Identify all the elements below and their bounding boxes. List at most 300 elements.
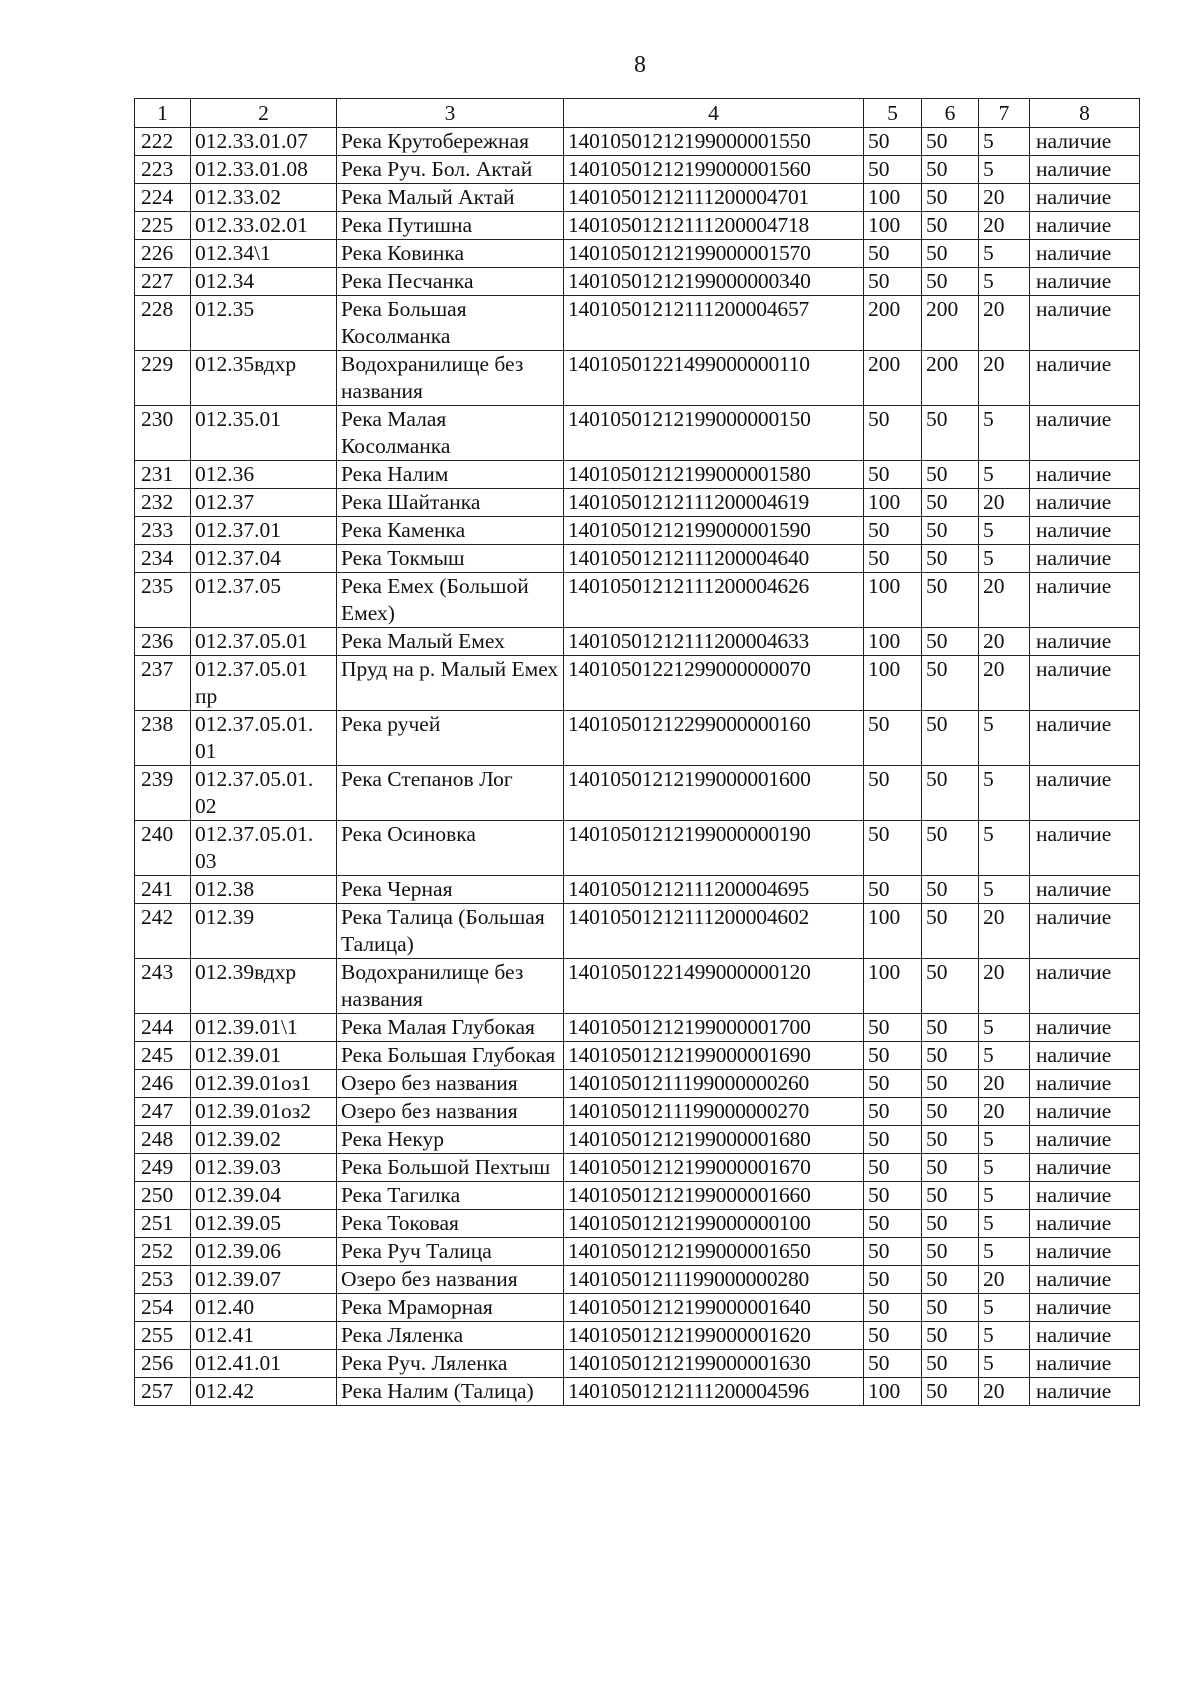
status-cell: наличие xyxy=(1030,461,1140,489)
object-code: 012.37.05 xyxy=(191,573,337,628)
zone-width-2: 50 xyxy=(922,628,979,656)
oktmo-code: 14010501212199000001680 xyxy=(564,1126,864,1154)
oktmo-code: 14010501211199000000270 xyxy=(564,1098,864,1126)
object-name: Река Степанов Лог xyxy=(337,766,564,821)
status-cell: наличие xyxy=(1030,876,1140,904)
zone-width-1: 50 xyxy=(864,1042,922,1070)
row-number: 230 xyxy=(135,406,191,461)
zone-width-3: 5 xyxy=(979,1350,1030,1378)
object-code: 012.39.01\1 xyxy=(191,1014,337,1042)
zone-width-3: 20 xyxy=(979,904,1030,959)
object-code: 012.37.01 xyxy=(191,517,337,545)
table-row xyxy=(135,628,1140,656)
zone-width-2: 50 xyxy=(922,1182,979,1210)
status-cell: наличие xyxy=(1030,1294,1140,1322)
table-row xyxy=(135,1238,1140,1266)
row-number: 223 xyxy=(135,156,191,184)
table-row xyxy=(135,573,1140,628)
row-number: 227 xyxy=(135,268,191,296)
table-row xyxy=(135,489,1140,517)
zone-width-1: 100 xyxy=(864,628,922,656)
table-row xyxy=(135,766,1140,821)
object-code: 012.41.01 xyxy=(191,1350,337,1378)
object-code: 012.39.05 xyxy=(191,1210,337,1238)
zone-width-1: 50 xyxy=(864,1238,922,1266)
zone-width-1: 100 xyxy=(864,489,922,517)
row-number: 229 xyxy=(135,351,191,406)
object-name: Река Руч. Ляленка xyxy=(337,1350,564,1378)
zone-width-1: 50 xyxy=(864,821,922,876)
oktmo-code: 14010501212199000000340 xyxy=(564,268,864,296)
table-row xyxy=(135,1378,1140,1406)
table-row xyxy=(135,240,1140,268)
zone-width-1: 50 xyxy=(864,1210,922,1238)
zone-width-3: 5 xyxy=(979,876,1030,904)
object-code: 012.33.01.07 xyxy=(191,128,337,156)
zone-width-3: 20 xyxy=(979,184,1030,212)
row-number: 241 xyxy=(135,876,191,904)
zone-width-1: 50 xyxy=(864,517,922,545)
status-cell: наличие xyxy=(1030,184,1140,212)
object-name: Река Токмыш xyxy=(337,545,564,573)
table-row xyxy=(135,1042,1140,1070)
oktmo-code: 14010501221299000000070 xyxy=(564,656,864,711)
status-cell: наличие xyxy=(1030,1350,1140,1378)
oktmo-code: 14010501212199000001600 xyxy=(564,766,864,821)
zone-width-3: 5 xyxy=(979,1238,1030,1266)
oktmo-code: 14010501212199000001620 xyxy=(564,1322,864,1350)
zone-width-1: 50 xyxy=(864,1266,922,1294)
zone-width-1: 100 xyxy=(864,656,922,711)
object-code: 012.33.02.01 xyxy=(191,212,337,240)
zone-width-2: 50 xyxy=(922,656,979,711)
zone-width-3: 5 xyxy=(979,1210,1030,1238)
status-cell: наличие xyxy=(1030,1070,1140,1098)
zone-width-3: 20 xyxy=(979,212,1030,240)
oktmo-code: 14010501212199000001640 xyxy=(564,1294,864,1322)
zone-width-2: 200 xyxy=(922,296,979,351)
status-cell: наличие xyxy=(1030,268,1140,296)
table-body xyxy=(135,128,1140,1406)
object-code: 012.33.01.08 xyxy=(191,156,337,184)
zone-width-3: 5 xyxy=(979,406,1030,461)
oktmo-code: 14010501212111200004596 xyxy=(564,1378,864,1406)
column-header: 4 xyxy=(564,99,864,128)
oktmo-code: 14010501212199000001700 xyxy=(564,1014,864,1042)
object-code: 012.34\1 xyxy=(191,240,337,268)
zone-width-2: 50 xyxy=(922,1210,979,1238)
object-name: Река Руч. Бол. Актай xyxy=(337,156,564,184)
zone-width-2: 50 xyxy=(922,1238,979,1266)
row-number: 236 xyxy=(135,628,191,656)
zone-width-3: 5 xyxy=(979,766,1030,821)
row-number: 243 xyxy=(135,959,191,1014)
object-name: Озеро без названия xyxy=(337,1266,564,1294)
status-cell: наличие xyxy=(1030,656,1140,711)
table-row xyxy=(135,545,1140,573)
zone-width-1: 50 xyxy=(864,156,922,184)
row-number: 240 xyxy=(135,821,191,876)
object-code: 012.39 xyxy=(191,904,337,959)
zone-width-2: 50 xyxy=(922,959,979,1014)
object-name: Водохранилище без названия xyxy=(337,351,564,406)
object-name: Река Песчанка xyxy=(337,268,564,296)
zone-width-2: 50 xyxy=(922,406,979,461)
zone-width-2: 50 xyxy=(922,212,979,240)
oktmo-code: 14010501212199000000100 xyxy=(564,1210,864,1238)
table-row xyxy=(135,1126,1140,1154)
oktmo-code: 14010501212111200004657 xyxy=(564,296,864,351)
object-code: 012.39.02 xyxy=(191,1126,337,1154)
object-code: 012.37 xyxy=(191,489,337,517)
zone-width-3: 5 xyxy=(979,156,1030,184)
zone-width-3: 5 xyxy=(979,1126,1030,1154)
zone-width-2: 50 xyxy=(922,1322,979,1350)
zone-width-1: 50 xyxy=(864,128,922,156)
oktmo-code: 14010501212111200004701 xyxy=(564,184,864,212)
status-cell: наличие xyxy=(1030,212,1140,240)
zone-width-2: 50 xyxy=(922,904,979,959)
zone-width-1: 100 xyxy=(864,959,922,1014)
zone-width-1: 50 xyxy=(864,406,922,461)
zone-width-2: 50 xyxy=(922,461,979,489)
row-number: 254 xyxy=(135,1294,191,1322)
table-row xyxy=(135,296,1140,351)
zone-width-1: 50 xyxy=(864,1350,922,1378)
table-row xyxy=(135,1154,1140,1182)
object-name: Река ручей xyxy=(337,711,564,766)
zone-width-2: 50 xyxy=(922,268,979,296)
zone-width-1: 50 xyxy=(864,1070,922,1098)
table-row xyxy=(135,1182,1140,1210)
status-cell: наличие xyxy=(1030,821,1140,876)
object-code: 012.42 xyxy=(191,1378,337,1406)
row-number: 242 xyxy=(135,904,191,959)
column-header: 7 xyxy=(979,99,1030,128)
zone-width-3: 5 xyxy=(979,1014,1030,1042)
row-number: 247 xyxy=(135,1098,191,1126)
zone-width-3: 5 xyxy=(979,821,1030,876)
oktmo-code: 14010501212199000000190 xyxy=(564,821,864,876)
status-cell: наличие xyxy=(1030,1378,1140,1406)
oktmo-code: 14010501212111200004602 xyxy=(564,904,864,959)
table-row xyxy=(135,156,1140,184)
row-number: 234 xyxy=(135,545,191,573)
row-number: 245 xyxy=(135,1042,191,1070)
zone-width-2: 50 xyxy=(922,184,979,212)
object-name: Река Малая Глубокая xyxy=(337,1014,564,1042)
oktmo-code: 14010501212199000001550 xyxy=(564,128,864,156)
zone-width-1: 50 xyxy=(864,876,922,904)
status-cell: наличие xyxy=(1030,1042,1140,1070)
oktmo-code: 14010501212111200004640 xyxy=(564,545,864,573)
status-cell: наличие xyxy=(1030,351,1140,406)
zone-width-3: 5 xyxy=(979,545,1030,573)
table-row xyxy=(135,876,1140,904)
zone-width-3: 5 xyxy=(979,1294,1030,1322)
object-name: Река Большая Косолманка xyxy=(337,296,564,351)
object-code: 012.37.05.01. 02 xyxy=(191,766,337,821)
row-number: 253 xyxy=(135,1266,191,1294)
object-code: 012.37.05.01 xyxy=(191,628,337,656)
status-cell: наличие xyxy=(1030,406,1140,461)
zone-width-1: 200 xyxy=(864,296,922,351)
zone-width-3: 5 xyxy=(979,268,1030,296)
status-cell: наличие xyxy=(1030,240,1140,268)
oktmo-code: 14010501212199000001690 xyxy=(564,1042,864,1070)
status-cell: наличие xyxy=(1030,573,1140,628)
object-code: 012.39.01оз2 xyxy=(191,1098,337,1126)
oktmo-code: 14010501212111200004619 xyxy=(564,489,864,517)
object-code: 012.39.01оз1 xyxy=(191,1070,337,1098)
table-row xyxy=(135,821,1140,876)
table-row xyxy=(135,959,1140,1014)
status-cell: наличие xyxy=(1030,1014,1140,1042)
zone-width-1: 50 xyxy=(864,545,922,573)
oktmo-code: 14010501212111200004695 xyxy=(564,876,864,904)
row-number: 246 xyxy=(135,1070,191,1098)
object-name: Река Малый Емех xyxy=(337,628,564,656)
oktmo-code: 14010501212199000001650 xyxy=(564,1238,864,1266)
status-cell: наличие xyxy=(1030,1126,1140,1154)
row-number: 248 xyxy=(135,1126,191,1154)
zone-width-1: 100 xyxy=(864,573,922,628)
zone-width-1: 100 xyxy=(864,904,922,959)
zone-width-2: 50 xyxy=(922,240,979,268)
object-name: Река Ковинка xyxy=(337,240,564,268)
zone-width-2: 50 xyxy=(922,1014,979,1042)
zone-width-2: 50 xyxy=(922,545,979,573)
zone-width-2: 50 xyxy=(922,1070,979,1098)
object-name: Река Каменка xyxy=(337,517,564,545)
object-name: Пруд на р. Малый Емех xyxy=(337,656,564,711)
oktmo-code: 14010501212199000001560 xyxy=(564,156,864,184)
status-cell: наличие xyxy=(1030,156,1140,184)
zone-width-3: 20 xyxy=(979,959,1030,1014)
oktmo-code: 14010501212199000001580 xyxy=(564,461,864,489)
object-code: 012.37.04 xyxy=(191,545,337,573)
status-cell: наличие xyxy=(1030,711,1140,766)
table-row xyxy=(135,212,1140,240)
object-code: 012.39вдхр xyxy=(191,959,337,1014)
zone-width-3: 5 xyxy=(979,1322,1030,1350)
status-cell: наличие xyxy=(1030,628,1140,656)
zone-width-3: 5 xyxy=(979,128,1030,156)
zone-width-3: 20 xyxy=(979,1098,1030,1126)
zone-width-3: 20 xyxy=(979,1378,1030,1406)
row-number: 225 xyxy=(135,212,191,240)
zone-width-2: 50 xyxy=(922,821,979,876)
row-number: 226 xyxy=(135,240,191,268)
row-number: 257 xyxy=(135,1378,191,1406)
row-number: 222 xyxy=(135,128,191,156)
status-cell: наличие xyxy=(1030,517,1140,545)
table-row xyxy=(135,1098,1140,1126)
status-cell: наличие xyxy=(1030,128,1140,156)
column-header: 3 xyxy=(337,99,564,128)
status-cell: наличие xyxy=(1030,1266,1140,1294)
object-code: 012.37.05.01. 01 xyxy=(191,711,337,766)
object-name: Озеро без названия xyxy=(337,1098,564,1126)
zone-width-1: 50 xyxy=(864,240,922,268)
object-name: Озеро без названия xyxy=(337,1070,564,1098)
table-row xyxy=(135,656,1140,711)
status-cell: наличие xyxy=(1030,1182,1140,1210)
zone-width-2: 50 xyxy=(922,156,979,184)
status-cell: наличие xyxy=(1030,296,1140,351)
status-cell: наличие xyxy=(1030,904,1140,959)
zone-width-1: 50 xyxy=(864,268,922,296)
table-row xyxy=(135,711,1140,766)
zone-width-1: 50 xyxy=(864,711,922,766)
object-name: Река Токовая xyxy=(337,1210,564,1238)
zone-width-1: 50 xyxy=(864,1294,922,1322)
zone-width-1: 100 xyxy=(864,1378,922,1406)
zone-width-1: 100 xyxy=(864,212,922,240)
table-row xyxy=(135,268,1140,296)
table-row xyxy=(135,1294,1140,1322)
row-number: 235 xyxy=(135,573,191,628)
object-name: Река Тагилка xyxy=(337,1182,564,1210)
row-number: 231 xyxy=(135,461,191,489)
zone-width-2: 50 xyxy=(922,1266,979,1294)
oktmo-code: 14010501212111200004633 xyxy=(564,628,864,656)
object-code: 012.39.03 xyxy=(191,1154,337,1182)
zone-width-3: 20 xyxy=(979,489,1030,517)
zone-width-2: 50 xyxy=(922,1378,979,1406)
water-bodies-table xyxy=(134,98,1140,1406)
object-name: Река Осиновка xyxy=(337,821,564,876)
object-name: Река Емех (Большой Емех) xyxy=(337,573,564,628)
zone-width-2: 50 xyxy=(922,489,979,517)
object-name: Река Шайтанка xyxy=(337,489,564,517)
zone-width-3: 5 xyxy=(979,1042,1030,1070)
column-header: 5 xyxy=(864,99,922,128)
oktmo-code: 14010501212199000000150 xyxy=(564,406,864,461)
object-name: Водохранилище без названия xyxy=(337,959,564,1014)
zone-width-3: 5 xyxy=(979,517,1030,545)
row-number: 249 xyxy=(135,1154,191,1182)
zone-width-1: 50 xyxy=(864,1154,922,1182)
row-number: 251 xyxy=(135,1210,191,1238)
table-row xyxy=(135,1322,1140,1350)
table-row xyxy=(135,461,1140,489)
table-row xyxy=(135,1350,1140,1378)
zone-width-1: 50 xyxy=(864,1014,922,1042)
zone-width-1: 200 xyxy=(864,351,922,406)
zone-width-2: 50 xyxy=(922,766,979,821)
status-cell: наличие xyxy=(1030,489,1140,517)
zone-width-3: 20 xyxy=(979,656,1030,711)
oktmo-code: 14010501212199000001570 xyxy=(564,240,864,268)
object-code: 012.35.01 xyxy=(191,406,337,461)
table-row xyxy=(135,1266,1140,1294)
zone-width-3: 5 xyxy=(979,711,1030,766)
row-number: 233 xyxy=(135,517,191,545)
object-code: 012.41 xyxy=(191,1322,337,1350)
object-code: 012.36 xyxy=(191,461,337,489)
object-name: Река Ляленка xyxy=(337,1322,564,1350)
status-cell: наличие xyxy=(1030,1098,1140,1126)
row-number: 232 xyxy=(135,489,191,517)
object-code: 012.40 xyxy=(191,1294,337,1322)
object-name: Река Малый Актай xyxy=(337,184,564,212)
row-number: 244 xyxy=(135,1014,191,1042)
object-code: 012.39.07 xyxy=(191,1266,337,1294)
zone-width-2: 50 xyxy=(922,573,979,628)
status-cell: наличие xyxy=(1030,1238,1140,1266)
zone-width-2: 50 xyxy=(922,711,979,766)
oktmo-code: 14010501212199000001590 xyxy=(564,517,864,545)
object-code: 012.33.02 xyxy=(191,184,337,212)
zone-width-2: 50 xyxy=(922,1294,979,1322)
column-header: 8 xyxy=(1030,99,1140,128)
status-cell: наличие xyxy=(1030,959,1140,1014)
column-header: 1 xyxy=(135,99,191,128)
zone-width-3: 20 xyxy=(979,573,1030,628)
zone-width-2: 50 xyxy=(922,876,979,904)
object-name: Река Черная xyxy=(337,876,564,904)
zone-width-2: 50 xyxy=(922,1098,979,1126)
zone-width-2: 50 xyxy=(922,1154,979,1182)
row-number: 238 xyxy=(135,711,191,766)
table-row xyxy=(135,1210,1140,1238)
row-number: 239 xyxy=(135,766,191,821)
status-cell: наличие xyxy=(1030,1210,1140,1238)
object-name: Река Большой Пехтыш xyxy=(337,1154,564,1182)
table-row xyxy=(135,517,1140,545)
zone-width-2: 50 xyxy=(922,1042,979,1070)
zone-width-3: 20 xyxy=(979,628,1030,656)
table-row xyxy=(135,1014,1140,1042)
status-cell: наличие xyxy=(1030,1154,1140,1182)
object-name: Река Руч Талица xyxy=(337,1238,564,1266)
object-name: Река Крутобережная xyxy=(337,128,564,156)
zone-width-1: 50 xyxy=(864,1322,922,1350)
oktmo-code: 14010501211199000000280 xyxy=(564,1266,864,1294)
table-row xyxy=(135,184,1140,212)
table-header-row xyxy=(135,99,1140,128)
row-number: 256 xyxy=(135,1350,191,1378)
status-cell: наличие xyxy=(1030,1322,1140,1350)
object-name: Река Большая Глубокая xyxy=(337,1042,564,1070)
row-number: 250 xyxy=(135,1182,191,1210)
zone-width-3: 20 xyxy=(979,1266,1030,1294)
status-cell: наличие xyxy=(1030,545,1140,573)
zone-width-2: 50 xyxy=(922,1350,979,1378)
object-code: 012.39.01 xyxy=(191,1042,337,1070)
zone-width-3: 20 xyxy=(979,1070,1030,1098)
zone-width-1: 100 xyxy=(864,184,922,212)
row-number: 228 xyxy=(135,296,191,351)
object-name: Река Мраморная xyxy=(337,1294,564,1322)
object-code: 012.38 xyxy=(191,876,337,904)
object-code: 012.37.05.01. 03 xyxy=(191,821,337,876)
page-number: 8 xyxy=(634,52,646,78)
oktmo-code: 14010501212199000001660 xyxy=(564,1182,864,1210)
status-cell: наличие xyxy=(1030,766,1140,821)
object-name: Река Налим xyxy=(337,461,564,489)
table-row xyxy=(135,1070,1140,1098)
object-name: Река Налим (Талица) xyxy=(337,1378,564,1406)
table-row xyxy=(135,904,1140,959)
oktmo-code: 14010501212111200004718 xyxy=(564,212,864,240)
row-number: 255 xyxy=(135,1322,191,1350)
table-row xyxy=(135,351,1140,406)
oktmo-code: 14010501212199000001630 xyxy=(564,1350,864,1378)
zone-width-3: 20 xyxy=(979,296,1030,351)
object-code: 012.37.05.01 пр xyxy=(191,656,337,711)
